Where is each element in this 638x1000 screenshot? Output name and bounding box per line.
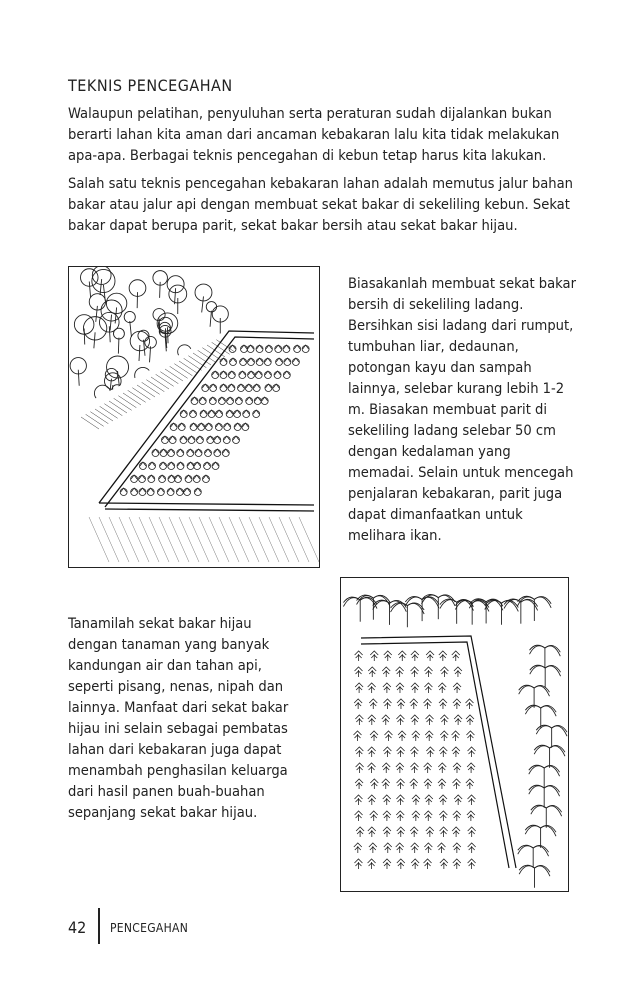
page-number: 42 xyxy=(68,918,87,937)
clean-firebreak-text: Biasakanlah membuat sekat bakar bersih di sekeliling ladang. Bersihkan sisi ladang dari rumput, tumbuhan liar, dedaunan, potongan kayu dan sampah lainnya, selebar kurang lebih 1-2 m. Biasakan membuat parit di sekeliling ladang selebar 50 cm dengan kedalaman yang memadai. Selain untuk mencegah penjalaran kebakaran, parit juga dapat dimanfaatkan untuk melihara ikan. xyxy=(348,275,576,544)
section-heading: TEKNIS PENCEGAHAN xyxy=(68,76,233,95)
clean-firebreak-illustration xyxy=(68,266,320,568)
firebreak-drawing xyxy=(69,267,319,567)
firebreak-paragraph: Salah satu teknis pencegahan kebakaran lahan adalah memutus jalur bahan bakar atau jalur api dengan membuat sekat bakar di sekeliling kebun. Sekat bakar dapat berupa parit, sekat bakar bersih atau sekat bakar hijau. xyxy=(68,175,573,234)
footer-section-title: PENCEGAHAN xyxy=(110,921,189,935)
green-firebreak-text: Tanamilah sekat bakar hijau dengan tanaman yang banyak kandungan air dan tahan api, seperti pisang, nenas, nipah dan lainnya. Manfaat dari sekat bakar hijau ini selain sebagai pembatas lahan dari kebakaran juga dapat menambah penghasilan keluarga dari hasil panen buah-buahan sepanjang sekat bakar hijau. xyxy=(68,615,289,821)
intro-paragraph: Walaupun pelatihan, penyuluhan serta peraturan sudah dijalankan bukan berarti lahan kita aman dari ancaman kebakaran lalu kita tidak melakukan apa-apa. Berbagai teknis pencegahan di kebun tetap harus kita lakukan. xyxy=(68,105,560,164)
footer-divider xyxy=(98,908,100,944)
green-firebreak-drawing xyxy=(341,578,568,891)
green-firebreak-illustration xyxy=(340,577,569,892)
